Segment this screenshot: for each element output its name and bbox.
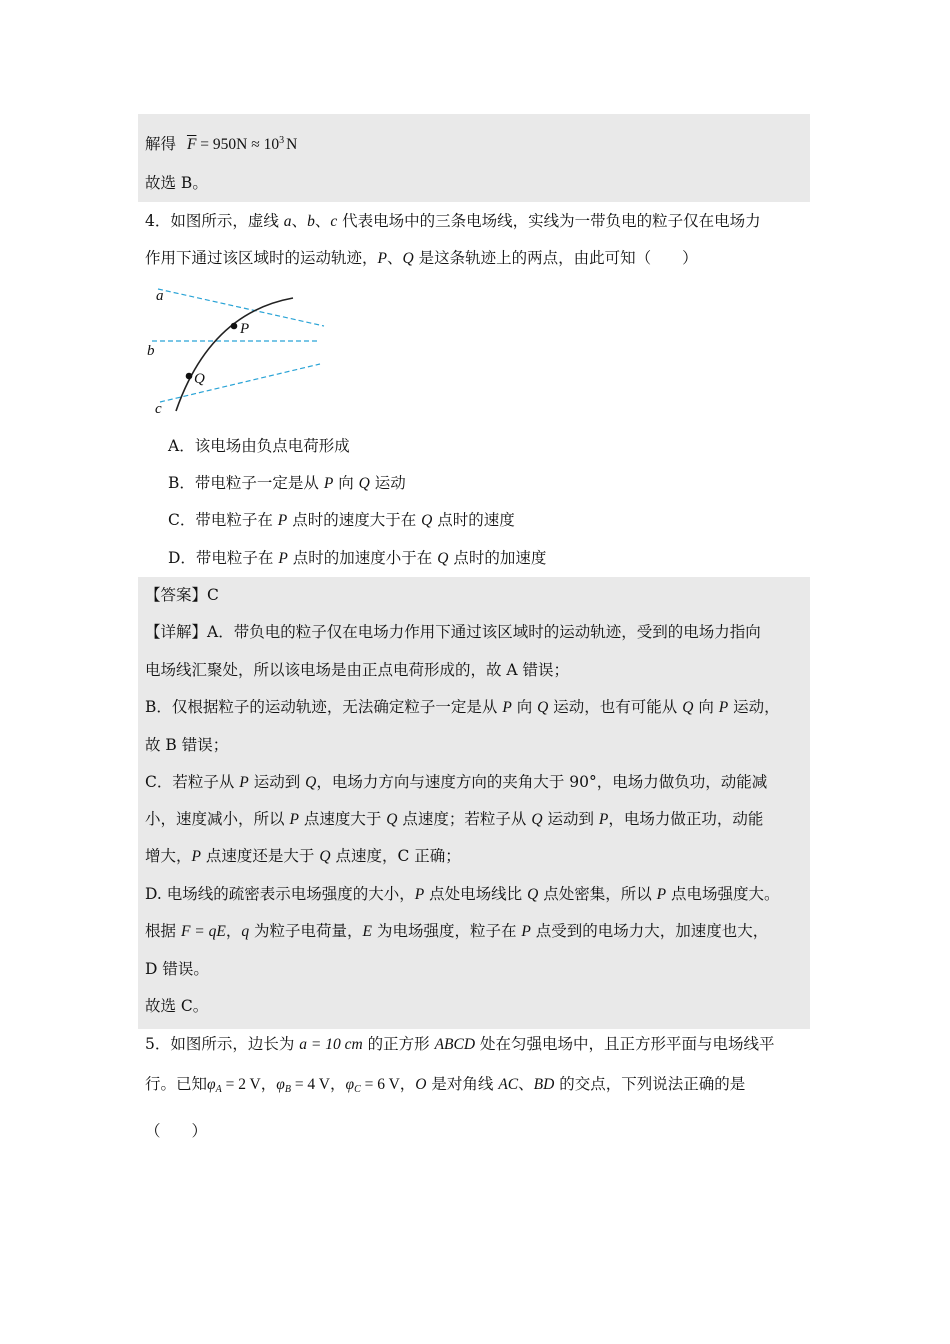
detail-line-6: 小，速度减小，所以 P 点速度大于 Q 点速度；若粒子从 Q 运动到 P，电场力做正功，动能 xyxy=(145,810,764,828)
option-C: C．带电粒子在 P 点时的速度大于在 Q 点时的速度 xyxy=(168,511,515,529)
detail-line-9: 根据 F = qE，q 为粒子电荷量，E 为电场强度，粒子在 P 点受到的电场力大，加速度也大， xyxy=(145,922,769,940)
option-B: B．带电粒子一定是从 P 向 Q 运动 xyxy=(168,474,406,492)
potential-C: $\varphi_C = 6$ V xyxy=(345,1076,400,1095)
detail-line-2: 电场线汇聚处，所以该电场是由正点电荷形成的，故 A 错误； xyxy=(145,661,570,679)
point-P xyxy=(231,323,238,330)
detail-line-5: C．若粒子从 P 运动到 Q，电场力方向与速度方向的夹角大于 90°，电场力做负功，动能减 xyxy=(145,773,768,791)
detail-line-3: B．仅根据粒子的运动轨迹，无法确定粒子一定是从 P 向 Q 运动，也有可能从 Q 向 P 运动， xyxy=(145,698,780,716)
detail-line-1: 【详解】A．带负电的粒子仅在电场力作用下通过该区域时的运动轨迹，受到的电场力指向 xyxy=(145,623,761,641)
solution-formula-line: 解得 $\overline{F} = 950N \approx 10^3$ N xyxy=(145,135,298,153)
label-b: b xyxy=(147,343,155,359)
detail-line-8: D. 电场线的疏密表示电场强度的大小，P 点处电场线比 Q 点处密集，所以 P 点电场强度大。 xyxy=(145,885,780,903)
answer-4: 【答案】C xyxy=(145,586,219,604)
question-4-line-2: 作用下通过该区域时的运动轨迹，P、Q 是这条轨迹上的两点，由此可知（ ） xyxy=(145,249,698,267)
detail-line-10: D 错误。 xyxy=(145,960,209,978)
question-5-line-2: 行。已知$\varphi_A = 2$ V，$\varphi_B = 4$ V，$\varphi_C = 6$ V，O 是对角线 AC、BD 的交点，下列说法正确的是 xyxy=(145,1075,746,1095)
detail-line-7: 增大，P 点速度还是大于 Q 点速度，C 正确； xyxy=(145,847,461,865)
option-A: A．该电场由负点电荷形成 xyxy=(168,437,350,455)
question-4-line-1: 4．如图所示，虚线 a、b、c 代表电场中的三条电场线，实线为一带负电的粒子仅在电场力 xyxy=(145,212,761,230)
formula: $\overline{F} = 950N \approx 10^3$ N xyxy=(186,135,298,153)
detail-line-4: 故 B 错误； xyxy=(145,736,229,754)
potential-B: $\varphi_B = 4$ V xyxy=(276,1076,330,1095)
solution-3-conclusion: 故选 B。 xyxy=(145,174,208,192)
answer-4-conclusion: 故选 C。 xyxy=(145,997,209,1015)
formula-F-qE: F = qE xyxy=(180,923,226,940)
label-P: P xyxy=(240,321,250,337)
field-line-c xyxy=(160,364,320,402)
label-c: c xyxy=(155,401,162,417)
question-5-line-1: 5．如图所示，边长为 a = 10 cm 的正方形 ABCD 处在匀强电场中，且正方形平面与电场线平 xyxy=(145,1035,775,1053)
option-D: D．带电粒子在 P 点时的加速度小于在 Q 点时的加速度 xyxy=(168,549,547,567)
label-a: a xyxy=(156,288,164,304)
potential-A: $\varphi_A = 2$ V xyxy=(207,1076,261,1095)
side-length-formula: a = 10 cm xyxy=(299,1036,363,1053)
label-Q: Q xyxy=(194,371,205,387)
solution-block-4 xyxy=(138,577,810,1029)
solution-block-3 xyxy=(138,114,810,202)
point-Q xyxy=(186,373,193,380)
field-lines-figure xyxy=(140,283,330,418)
question-5-line-3: （ ） xyxy=(145,1122,208,1140)
